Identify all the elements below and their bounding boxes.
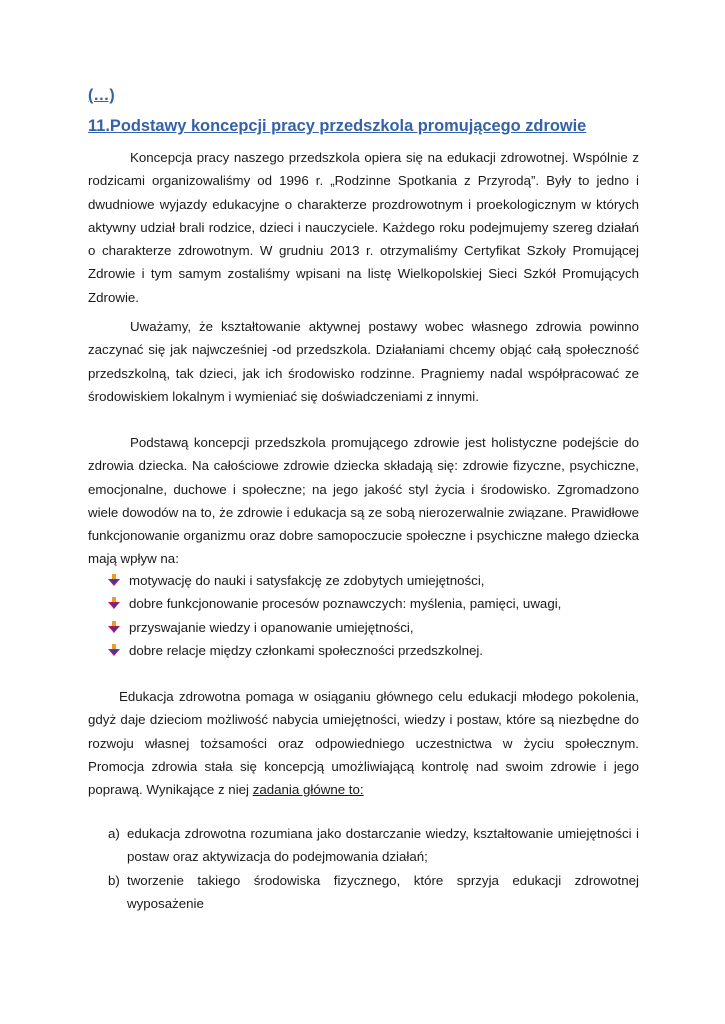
paragraph-1 bbox=[88, 146, 639, 309]
list-item-text: edukacja zdrowotna rozumiana jako dostarczanie wiedzy, kształtowanie umiejętności i postaw oraz aktywizacja do podejmowania działań; bbox=[127, 826, 639, 865]
paragraph-4 bbox=[88, 685, 639, 801]
list-item-text: motywację do nauki i satysfakcję ze zdobytych umiejętności, bbox=[129, 573, 485, 588]
list-item-text: przyswajanie wiedzy i opanowanie umiejętności, bbox=[129, 619, 414, 635]
paragraph-4-text bbox=[88, 685, 639, 801]
down-arrow-icon bbox=[108, 644, 120, 657]
section-heading: 11.Podstawy koncepcji pracy przedszkola promującego zdrowie bbox=[88, 117, 587, 135]
effects-list bbox=[108, 569, 561, 662]
down-arrow-icon bbox=[108, 574, 120, 587]
list-item bbox=[108, 869, 639, 916]
paragraph-2 bbox=[88, 315, 639, 408]
list-item bbox=[108, 616, 561, 639]
down-arrow-icon bbox=[108, 621, 120, 634]
list-item-text: tworzenie takiego środowiska fizycznego, które sprzyja edukacji zdrowotnej wyposażenie bbox=[127, 872, 639, 911]
list-marker: b) bbox=[108, 872, 120, 888]
paragraph-4-body: Edukacja zdrowotna pomaga w osiąganiu głównego celu edukacji młodego pokolenia, gdyż daje dzieciom możliwość nabycia umiejętności, wiedzy i postaw, które są niezbędne do rozwoju własnej tożsamości oraz odpowiedniego uczestnictwa w życiu społecznym. Promocja zdrowia stała się koncepcją umożliwiającą kontrolę nad swoim zdrowie i jego poprawą. Wynikające z niej bbox=[88, 689, 639, 798]
list-item bbox=[108, 569, 561, 592]
tasks-list bbox=[108, 822, 639, 915]
list-item-text: dobre funkcjonowanie procesów poznawczych: myślenia, pamięci, uwagi, bbox=[129, 596, 562, 612]
paragraph-3-text: Podstawą koncepcji przedszkola promującego zdrowie jest holistyczne podejście do zdrowia dziecka. Na całościowe zdrowie dziecka składają się: zdrowie fizyczne, psychiczne, emocjonalne, duchowe i społeczne; na jego jakość styl życia i środowisko. Zgromadzono wiele dowodów na to, że zdrowie i edukacja są ze sobą nierozerwalnie związane. Prawidłowe funkcjonowanie organizmu oraz dobre samopoczucie społeczne i psychiczne małego dziecka mają wpływ na: bbox=[88, 435, 639, 567]
list-item bbox=[108, 592, 561, 615]
ellipsis-marker: (…) bbox=[88, 87, 115, 104]
list-item bbox=[108, 639, 561, 662]
list-item-text: dobre relacje między członkami społeczności przedszkolnej. bbox=[129, 642, 484, 658]
tasks-link: zadania główne to: bbox=[252, 782, 364, 798]
list-item bbox=[108, 822, 639, 869]
paragraph-2-text: Uważamy, że kształtowanie aktywnej postawy wobec własnego zdrowia powinno zaczynać się jak najwcześniej -od przedszkola. Działaniami chcemy objąć całą społeczność przedszkolną, tak dzieci, jak ich środowisko rodzinne. Pragniemy nadal współpracować ze środowiskiem lokalnym i wymieniać się doświadczeniami z innymi. bbox=[88, 319, 639, 404]
paragraph-3 bbox=[88, 431, 639, 571]
paragraph-1-text: Koncepcja pracy naszego przedszkola opiera się na edukacji zdrowotnej. Wspólnie z rodzicami organizowaliśmy od 1996 r. „Rodzinne Spotkania z Przyrodą”. Były to jedno i dwudniowe wyjazdy edukacyjne o charakterze prozdrowotnym i proekologicznym w których aktywny udział brali rodzice, dzieci i nauczyciele. Każdego roku podejmujemy szereg działań o charakterze zdrowotnym. W grudniu 2013 r. otrzymaliśmy Certyfikat Szkoły Promującej Zdrowie i tym samym zostaliśmy wpisani na listę Wielkopolskiej Sieci Szkół Promujących Zdrowie. bbox=[88, 150, 639, 305]
list-marker: a) bbox=[108, 826, 120, 841]
down-arrow-icon bbox=[108, 597, 120, 610]
